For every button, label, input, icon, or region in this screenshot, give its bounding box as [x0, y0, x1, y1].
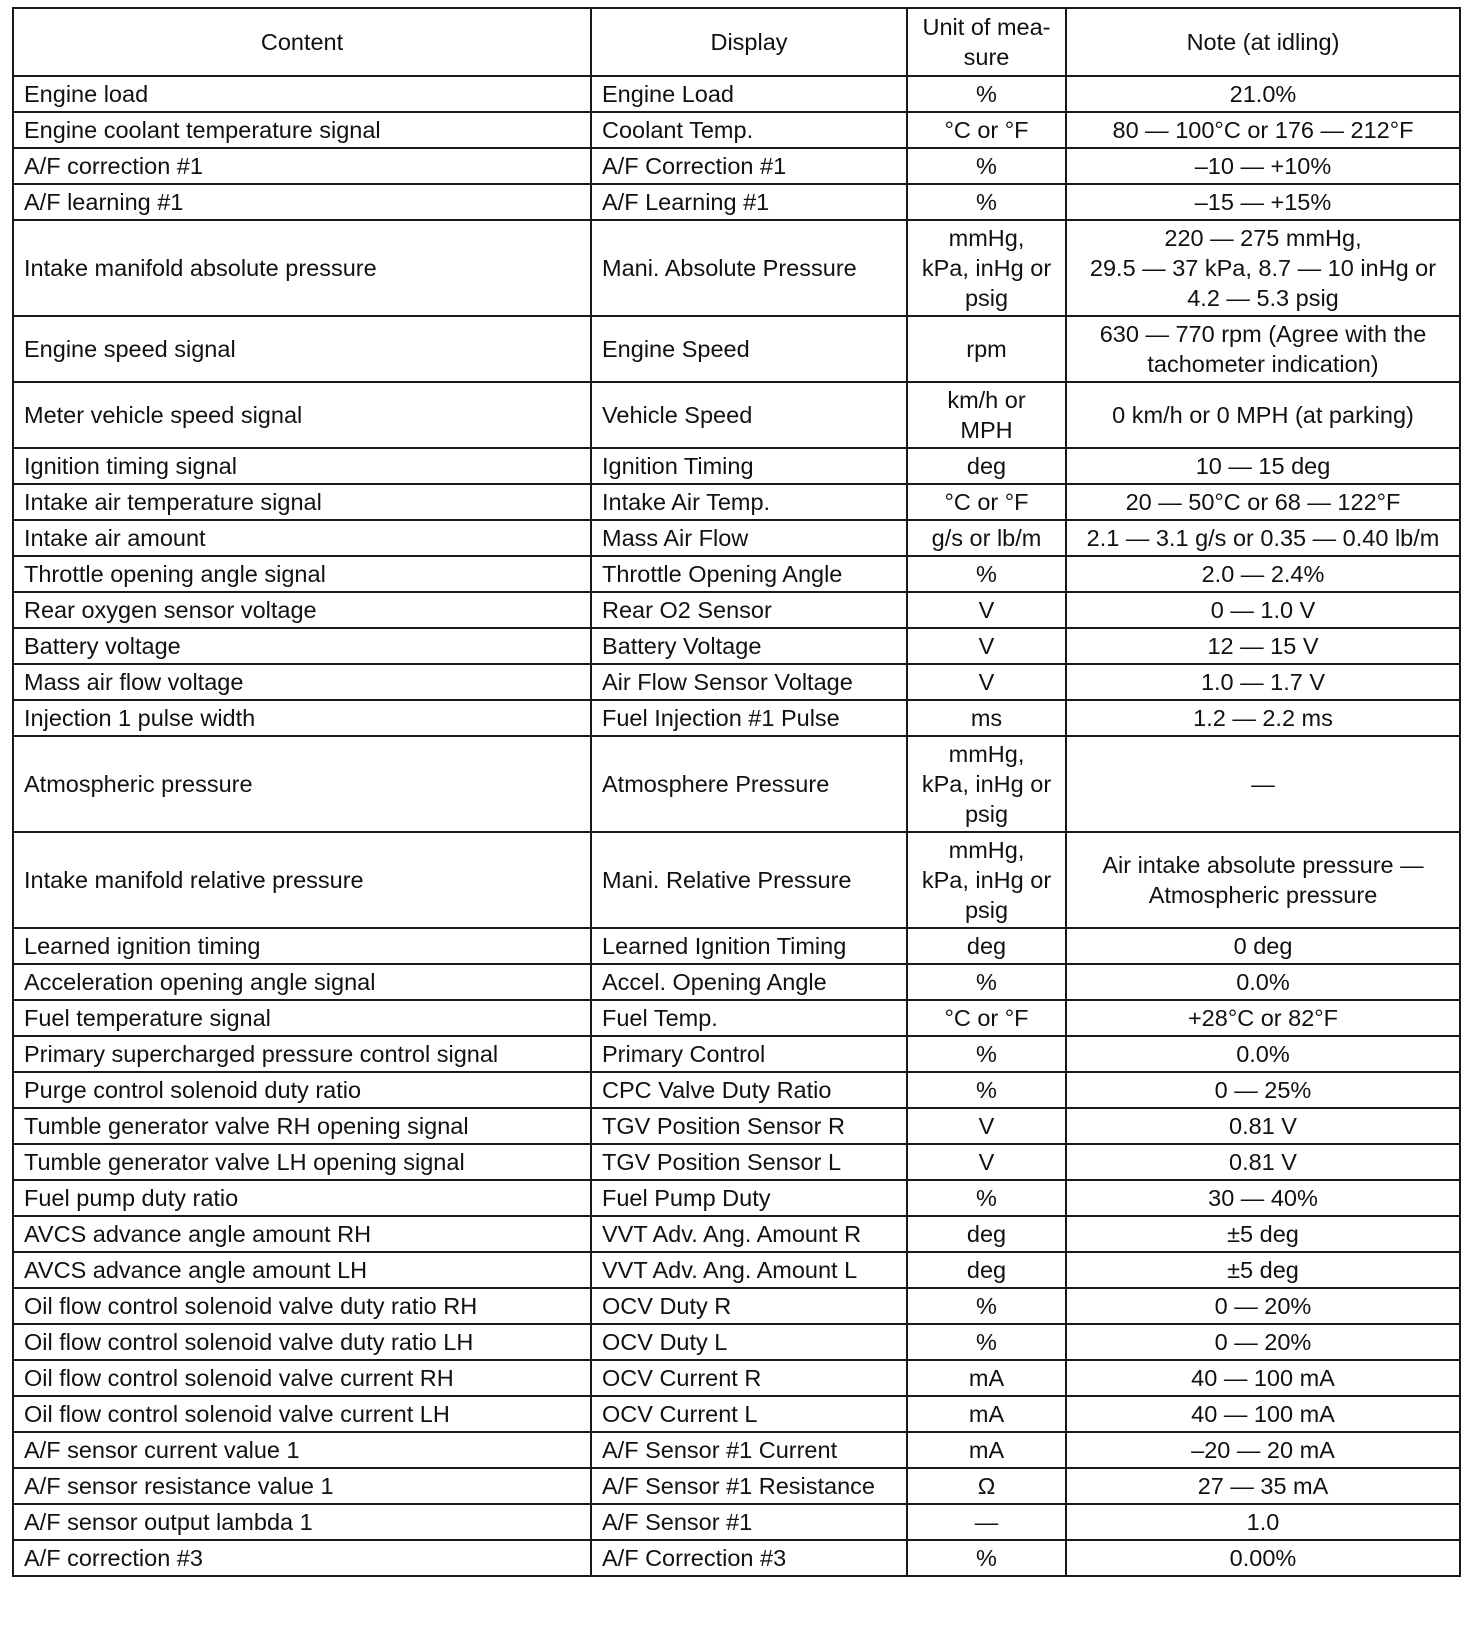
content-cell: A/F learning #1: [13, 184, 591, 220]
content-cell: Mass air flow voltage: [13, 664, 591, 700]
display-cell: CPC Valve Duty Ratio: [591, 1072, 907, 1108]
content-cell: Engine load: [13, 76, 591, 112]
table-row: [13, 1540, 1460, 1576]
note-cell: 30 — 40%: [1066, 1180, 1460, 1216]
display-cell: Primary Control: [591, 1036, 907, 1072]
display-cell: Mass Air Flow: [591, 520, 907, 556]
note-cell: 0 km/h or 0 MPH (at parking): [1066, 382, 1460, 448]
unit-cell: Ω: [907, 1468, 1066, 1504]
content-cell: Throttle opening angle signal: [13, 556, 591, 592]
unit-cell: %: [907, 556, 1066, 592]
note-cell: 20 — 50°C or 68 — 122°F: [1066, 484, 1460, 520]
note-cell: 0 — 20%: [1066, 1324, 1460, 1360]
table-row: [13, 220, 1460, 316]
table-header: [13, 8, 1460, 76]
note-cell: 2.1 — 3.1 g/s or 0.35 — 0.40 lb/m: [1066, 520, 1460, 556]
note-cell: 0.0%: [1066, 1036, 1460, 1072]
content-cell: AVCS advance angle amount RH: [13, 1216, 591, 1252]
display-cell: A/F Sensor #1 Current: [591, 1432, 907, 1468]
content-cell: Engine speed signal: [13, 316, 591, 382]
table-row: [13, 1360, 1460, 1396]
content-cell: A/F sensor output lambda 1: [13, 1504, 591, 1540]
note-cell: 0.0%: [1066, 964, 1460, 1000]
note-cell: —: [1066, 736, 1460, 832]
display-cell: Coolant Temp.: [591, 112, 907, 148]
display-cell: VVT Adv. Ang. Amount R: [591, 1216, 907, 1252]
note-cell: Air intake absolute pressure — Atmospheric pressure: [1066, 832, 1460, 928]
content-cell: Purge control solenoid duty ratio: [13, 1072, 591, 1108]
table-row: [13, 1108, 1460, 1144]
display-cell: Mani. Absolute Pressure: [591, 220, 907, 316]
display-cell: Air Flow Sensor Voltage: [591, 664, 907, 700]
display-cell: Fuel Temp.: [591, 1000, 907, 1036]
monitor-data-table: [12, 7, 1461, 1577]
table-row: [13, 664, 1460, 700]
display-cell: A/F Sensor #1: [591, 1504, 907, 1540]
table-row: [13, 1432, 1460, 1468]
table-body: [13, 76, 1460, 1576]
header-content: Content: [13, 8, 591, 76]
content-cell: Atmospheric pressure: [13, 736, 591, 832]
unit-cell: %: [907, 964, 1066, 1000]
unit-cell: mA: [907, 1396, 1066, 1432]
note-cell: 12 — 15 V: [1066, 628, 1460, 664]
display-cell: Rear O2 Sensor: [591, 592, 907, 628]
unit-cell: V: [907, 1108, 1066, 1144]
display-cell: Fuel Injection #1 Pulse: [591, 700, 907, 736]
note-cell: ±5 deg: [1066, 1252, 1460, 1288]
table-row: [13, 1324, 1460, 1360]
unit-cell: %: [907, 1288, 1066, 1324]
header-note: Note (at idling): [1066, 8, 1460, 76]
note-cell: 1.0: [1066, 1504, 1460, 1540]
unit-cell: deg: [907, 1216, 1066, 1252]
unit-cell: deg: [907, 448, 1066, 484]
unit-cell: deg: [907, 1252, 1066, 1288]
unit-cell: V: [907, 1144, 1066, 1180]
note-cell: 0 — 25%: [1066, 1072, 1460, 1108]
unit-cell: %: [907, 1540, 1066, 1576]
table-row: [13, 736, 1460, 832]
unit-cell: %: [907, 1036, 1066, 1072]
note-cell: 2.0 — 2.4%: [1066, 556, 1460, 592]
note-cell: 0.81 V: [1066, 1144, 1460, 1180]
table-row: [13, 832, 1460, 928]
table-row: [13, 1252, 1460, 1288]
note-cell: 0 — 20%: [1066, 1288, 1460, 1324]
note-cell: 220 — 275 mmHg, 29.5 — 37 kPa, 8.7 — 10 inHg or 4.2 — 5.3 psig: [1066, 220, 1460, 316]
content-cell: Oil flow control solenoid valve duty ratio LH: [13, 1324, 591, 1360]
table-row: [13, 964, 1460, 1000]
note-cell: 0.81 V: [1066, 1108, 1460, 1144]
note-cell: –20 — 20 mA: [1066, 1432, 1460, 1468]
table-row: [13, 928, 1460, 964]
display-cell: Fuel Pump Duty: [591, 1180, 907, 1216]
unit-cell: —: [907, 1504, 1066, 1540]
content-cell: A/F correction #1: [13, 148, 591, 184]
content-cell: Tumble generator valve LH opening signal: [13, 1144, 591, 1180]
content-cell: A/F sensor current value 1: [13, 1432, 591, 1468]
header-row: [13, 8, 1460, 76]
table-row: [13, 1468, 1460, 1504]
note-cell: 1.2 — 2.2 ms: [1066, 700, 1460, 736]
unit-cell: g/s or lb/m: [907, 520, 1066, 556]
table-row: [13, 592, 1460, 628]
table-row: [13, 520, 1460, 556]
unit-cell: V: [907, 664, 1066, 700]
content-cell: Intake manifold relative pressure: [13, 832, 591, 928]
table-row: [13, 484, 1460, 520]
table-row: [13, 1288, 1460, 1324]
display-cell: Learned Ignition Timing: [591, 928, 907, 964]
table-row: [13, 1216, 1460, 1252]
unit-cell: km/h or MPH: [907, 382, 1066, 448]
note-cell: 21.0%: [1066, 76, 1460, 112]
table-row: [13, 1504, 1460, 1540]
note-cell: ±5 deg: [1066, 1216, 1460, 1252]
table-row: [13, 1036, 1460, 1072]
content-cell: Fuel pump duty ratio: [13, 1180, 591, 1216]
content-cell: A/F correction #3: [13, 1540, 591, 1576]
display-cell: Ignition Timing: [591, 448, 907, 484]
content-cell: Ignition timing signal: [13, 448, 591, 484]
unit-cell: %: [907, 1180, 1066, 1216]
content-cell: AVCS advance angle amount LH: [13, 1252, 591, 1288]
table-row: [13, 1180, 1460, 1216]
display-cell: TGV Position Sensor L: [591, 1144, 907, 1180]
table-row: [13, 1000, 1460, 1036]
unit-cell: V: [907, 628, 1066, 664]
note-cell: –15 — +15%: [1066, 184, 1460, 220]
content-cell: Injection 1 pulse width: [13, 700, 591, 736]
note-cell: 0 — 1.0 V: [1066, 592, 1460, 628]
note-cell: 0.00%: [1066, 1540, 1460, 1576]
content-cell: Tumble generator valve RH opening signal: [13, 1108, 591, 1144]
display-cell: VVT Adv. Ang. Amount L: [591, 1252, 907, 1288]
content-cell: A/F sensor resistance value 1: [13, 1468, 591, 1504]
table-row: [13, 382, 1460, 448]
unit-cell: °C or °F: [907, 1000, 1066, 1036]
unit-cell: %: [907, 1072, 1066, 1108]
table-row: [13, 316, 1460, 382]
content-cell: Intake air amount: [13, 520, 591, 556]
table-row: [13, 1396, 1460, 1432]
content-cell: Battery voltage: [13, 628, 591, 664]
content-cell: Rear oxygen sensor voltage: [13, 592, 591, 628]
unit-cell: deg: [907, 928, 1066, 964]
display-cell: Mani. Relative Pressure: [591, 832, 907, 928]
display-cell: A/F Learning #1: [591, 184, 907, 220]
table-row: [13, 184, 1460, 220]
note-cell: 0 deg: [1066, 928, 1460, 964]
unit-cell: °C or °F: [907, 112, 1066, 148]
display-cell: Accel. Opening Angle: [591, 964, 907, 1000]
unit-cell: mmHg, kPa, inHg or psig: [907, 736, 1066, 832]
unit-cell: %: [907, 1324, 1066, 1360]
table-row: [13, 1072, 1460, 1108]
table-row: [13, 1144, 1460, 1180]
table-row: [13, 448, 1460, 484]
note-cell: –10 — +10%: [1066, 148, 1460, 184]
table-row: [13, 628, 1460, 664]
data-table-container: [12, 7, 1461, 1577]
display-cell: Vehicle Speed: [591, 382, 907, 448]
unit-cell: rpm: [907, 316, 1066, 382]
table-row: [13, 76, 1460, 112]
unit-cell: V: [907, 592, 1066, 628]
display-cell: Engine Speed: [591, 316, 907, 382]
display-cell: TGV Position Sensor R: [591, 1108, 907, 1144]
display-cell: OCV Duty R: [591, 1288, 907, 1324]
unit-cell: ms: [907, 700, 1066, 736]
table-row: [13, 112, 1460, 148]
content-cell: Meter vehicle speed signal: [13, 382, 591, 448]
display-cell: A/F Correction #1: [591, 148, 907, 184]
content-cell: Intake manifold absolute pressure: [13, 220, 591, 316]
header-unit: Unit of mea- sure: [907, 8, 1066, 76]
display-cell: A/F Correction #3: [591, 1540, 907, 1576]
display-cell: Battery Voltage: [591, 628, 907, 664]
table-row: [13, 148, 1460, 184]
content-cell: Primary supercharged pressure control signal: [13, 1036, 591, 1072]
note-cell: 27 — 35 mA: [1066, 1468, 1460, 1504]
content-cell: Engine coolant temperature signal: [13, 112, 591, 148]
unit-cell: mA: [907, 1432, 1066, 1468]
unit-cell: mmHg, kPa, inHg or psig: [907, 832, 1066, 928]
display-cell: Throttle Opening Angle: [591, 556, 907, 592]
unit-cell: mA: [907, 1360, 1066, 1396]
display-cell: OCV Duty L: [591, 1324, 907, 1360]
unit-cell: mmHg, kPa, inHg or psig: [907, 220, 1066, 316]
unit-cell: °C or °F: [907, 484, 1066, 520]
content-cell: Oil flow control solenoid valve current RH: [13, 1360, 591, 1396]
display-cell: A/F Sensor #1 Resistance: [591, 1468, 907, 1504]
content-cell: Intake air temperature signal: [13, 484, 591, 520]
content-cell: Acceleration opening angle signal: [13, 964, 591, 1000]
unit-cell: %: [907, 184, 1066, 220]
display-cell: Atmosphere Pressure: [591, 736, 907, 832]
unit-cell: %: [907, 76, 1066, 112]
note-cell: +28°C or 82°F: [1066, 1000, 1460, 1036]
table-row: [13, 556, 1460, 592]
unit-cell: %: [907, 148, 1066, 184]
note-cell: 10 — 15 deg: [1066, 448, 1460, 484]
header-display: Display: [591, 8, 907, 76]
content-cell: Learned ignition timing: [13, 928, 591, 964]
note-cell: 40 — 100 mA: [1066, 1396, 1460, 1432]
display-cell: OCV Current L: [591, 1396, 907, 1432]
display-cell: OCV Current R: [591, 1360, 907, 1396]
note-cell: 630 — 770 rpm (Agree with the tachometer indication): [1066, 316, 1460, 382]
content-cell: Fuel temperature signal: [13, 1000, 591, 1036]
table-row: [13, 700, 1460, 736]
content-cell: Oil flow control solenoid valve duty ratio RH: [13, 1288, 591, 1324]
note-cell: 80 — 100°C or 176 — 212°F: [1066, 112, 1460, 148]
note-cell: 1.0 — 1.7 V: [1066, 664, 1460, 700]
note-cell: 40 — 100 mA: [1066, 1360, 1460, 1396]
display-cell: Intake Air Temp.: [591, 484, 907, 520]
display-cell: Engine Load: [591, 76, 907, 112]
content-cell: Oil flow control solenoid valve current LH: [13, 1396, 591, 1432]
